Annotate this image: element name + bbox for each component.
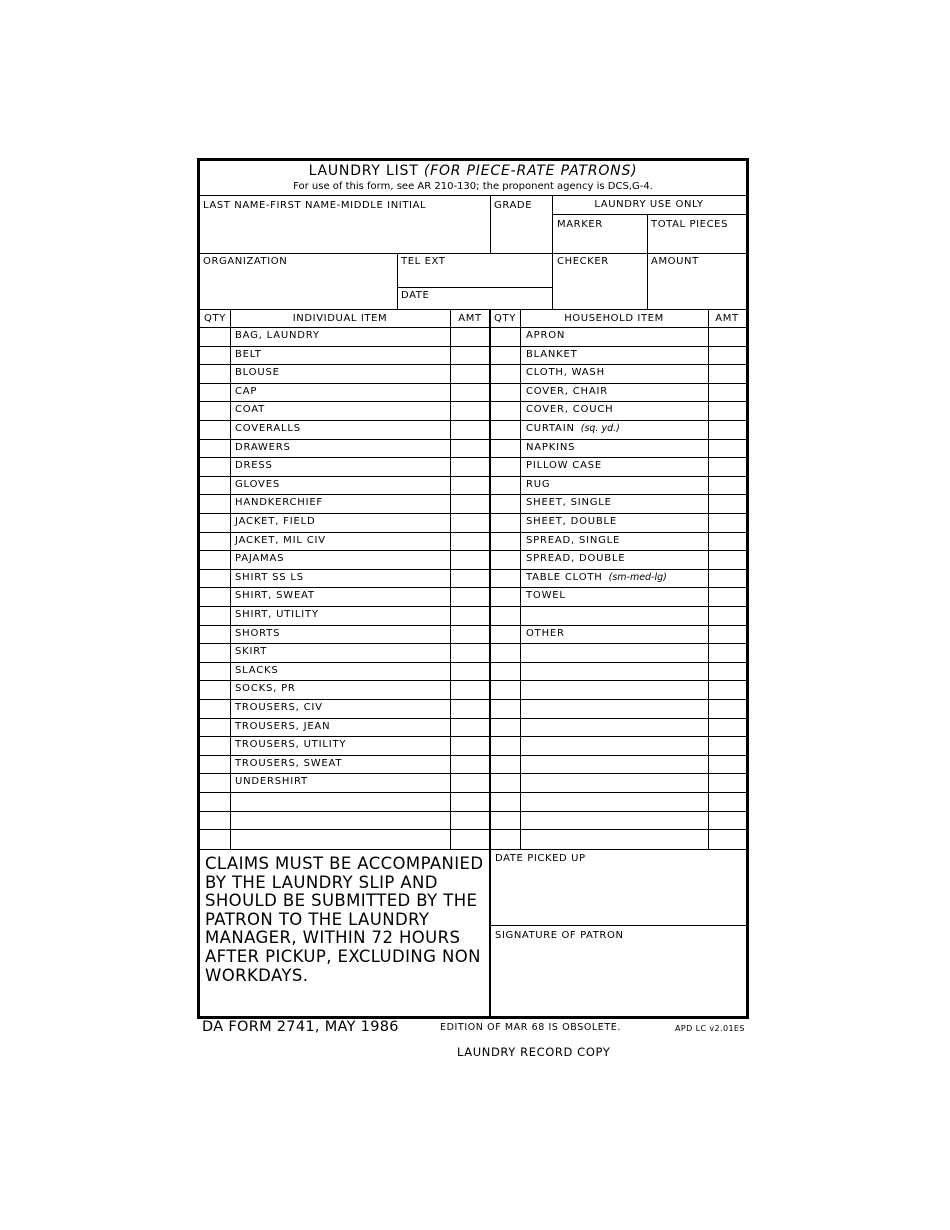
- household-amt-cell[interactable]: [709, 756, 746, 773]
- individual-item-label: SOCKS, PR: [235, 683, 296, 695]
- household-amt-cell[interactable]: [709, 421, 746, 438]
- household-item-name: SHEET, DOUBLE: [526, 516, 618, 527]
- individual-item-label: BAG, LAUNDRY: [235, 330, 320, 341]
- household-qty-cell[interactable]: [491, 607, 520, 624]
- household-item-name: BLANKET: [526, 348, 578, 360]
- household-amt-cell[interactable]: [709, 514, 746, 531]
- household-item-name: CURTAIN: [526, 423, 575, 434]
- household-item-label: [526, 330, 565, 341]
- date-picked-up-label: DATE PICKED UP: [495, 853, 586, 864]
- individual-qty-cell[interactable]: [200, 793, 230, 810]
- household-qty-cell[interactable]: [491, 719, 520, 736]
- table-row: [200, 680, 746, 699]
- household-qty-cell[interactable]: [491, 347, 520, 364]
- household-qty-cell[interactable]: [491, 830, 520, 847]
- household-qty-cell[interactable]: [491, 402, 520, 419]
- household-amt-cell[interactable]: [709, 663, 746, 680]
- individual-amt-cell[interactable]: [451, 663, 489, 680]
- title-italic: (FOR PIECE-RATE PATRONS): [423, 163, 638, 179]
- organization-field-label: ORGANIZATION: [203, 256, 288, 267]
- total-pieces-label: TOTAL PIECES: [651, 219, 729, 230]
- household-item-label: [526, 590, 566, 601]
- household-qty-cell[interactable]: [491, 663, 520, 680]
- individual-amt-cell[interactable]: [451, 402, 489, 419]
- individual-amt-cell[interactable]: [451, 440, 489, 457]
- date-field-label: DATE: [401, 290, 430, 301]
- individual-qty-cell[interactable]: [200, 812, 230, 829]
- individual-qty-cell[interactable]: [200, 328, 230, 345]
- household-item-name: APRON: [526, 330, 566, 341]
- household-qty-cell[interactable]: [491, 551, 520, 568]
- title-main: LAUNDRY LIST: [308, 163, 419, 179]
- individual-qty-cell[interactable]: [200, 681, 230, 698]
- household-amt-cell[interactable]: [709, 384, 746, 401]
- individual-item-label: SHIRT SS LS: [235, 571, 304, 583]
- household-qty-cell[interactable]: [491, 756, 520, 773]
- amt-header-household: AMT: [715, 313, 739, 324]
- table-row: [200, 736, 746, 755]
- household-qty-cell[interactable]: [491, 421, 520, 438]
- table-row: [200, 699, 746, 718]
- household-item-label: [526, 479, 550, 490]
- individual-qty-cell[interactable]: [200, 421, 230, 438]
- individual-amt-cell[interactable]: [451, 477, 489, 494]
- household-amt-cell[interactable]: [709, 793, 746, 810]
- individual-amt-cell[interactable]: [451, 644, 489, 661]
- household-item-note: (sm-med-lg): [608, 571, 667, 583]
- household-item-label: [526, 423, 620, 434]
- table-row: [200, 346, 746, 365]
- household-amt-cell[interactable]: [709, 700, 746, 717]
- household-amt-cell[interactable]: [709, 681, 746, 698]
- table-row: [200, 755, 746, 774]
- household-item-name: RUG: [526, 478, 551, 490]
- date-picked-up-field[interactable]: [492, 850, 746, 925]
- household-item-name: SHEET, SINGLE: [526, 497, 612, 509]
- individual-item-label: COVERALLS: [235, 423, 301, 434]
- form-title: [200, 163, 746, 179]
- household-amt-cell[interactable]: [709, 347, 746, 364]
- individual-amt-cell[interactable]: [451, 551, 489, 568]
- table-row: [200, 476, 746, 495]
- name-field-label: LAST NAME-FIRST NAME-MIDDLE INITIAL: [203, 200, 427, 211]
- table-row: [200, 792, 746, 811]
- laundry-use-only-label: LAUNDRY USE ONLY: [594, 199, 704, 210]
- signature-field[interactable]: [492, 926, 746, 1016]
- grade-field[interactable]: [491, 196, 551, 252]
- individual-qty-cell[interactable]: [200, 607, 230, 624]
- household-amt-cell[interactable]: [709, 570, 746, 587]
- individual-qty-cell[interactable]: [200, 440, 230, 457]
- table-row: [200, 829, 746, 848]
- household-amt-cell[interactable]: [709, 440, 746, 457]
- household-item-label: [526, 404, 613, 415]
- individual-item-label: JACKET, FIELD: [235, 516, 316, 527]
- household-qty-cell[interactable]: [491, 328, 520, 345]
- table-row: [200, 494, 746, 513]
- table-row: [200, 718, 746, 737]
- organization-field[interactable]: [200, 254, 396, 308]
- individual-qty-cell[interactable]: [200, 384, 230, 401]
- individual-qty-cell[interactable]: [200, 700, 230, 717]
- household-item-name: OTHER: [526, 627, 565, 639]
- laundry-list-form: [197, 158, 749, 1019]
- tel-ext-field[interactable]: [398, 254, 551, 286]
- household-item-label: [526, 349, 578, 360]
- individual-qty-cell[interactable]: [200, 533, 230, 550]
- household-amt-cell[interactable]: [709, 607, 746, 624]
- individual-item-label: SLACKS: [235, 664, 279, 676]
- household-amt-cell[interactable]: [709, 495, 746, 512]
- table-row: [200, 513, 746, 532]
- household-amt-cell[interactable]: [709, 458, 746, 475]
- table-row: [200, 550, 746, 569]
- marker-label: MARKER: [557, 219, 603, 230]
- individual-item-header: INDIVIDUAL ITEM: [292, 313, 388, 324]
- individual-amt-cell[interactable]: [451, 458, 489, 475]
- individual-amt-cell[interactable]: [451, 365, 489, 382]
- household-item-label: [526, 442, 575, 453]
- household-item-label: [526, 535, 620, 546]
- individual-amt-cell[interactable]: [451, 588, 489, 605]
- individual-amt-cell[interactable]: [451, 347, 489, 364]
- individual-item-label: PAJAMAS: [235, 553, 285, 565]
- individual-item-label: TROUSERS, UTILITY: [235, 739, 347, 751]
- household-item-name: COVER, CHAIR: [526, 385, 608, 397]
- individual-amt-cell[interactable]: [451, 793, 489, 810]
- individual-amt-cell[interactable]: [451, 607, 489, 624]
- edition-note: EDITION OF MAR 68 IS OBSOLETE.: [440, 1022, 622, 1033]
- household-amt-cell[interactable]: [709, 328, 746, 345]
- table-row: [200, 587, 746, 606]
- household-item-label: [526, 497, 612, 508]
- individual-item-label: DRESS: [235, 460, 273, 472]
- household-item-name: SPREAD, DOUBLE: [526, 553, 626, 565]
- household-amt-cell[interactable]: [709, 830, 746, 847]
- date-field[interactable]: [398, 288, 551, 308]
- individual-item-label: GLOVES: [235, 478, 280, 490]
- individual-amt-cell[interactable]: [451, 737, 489, 754]
- individual-qty-cell[interactable]: [200, 347, 230, 364]
- individual-item-label: BLOUSE: [235, 367, 280, 379]
- household-qty-cell[interactable]: [491, 440, 520, 457]
- individual-item-label: TROUSERS, CIV: [235, 702, 323, 713]
- household-item-label: [526, 516, 617, 527]
- individual-amt-cell[interactable]: [451, 570, 489, 587]
- individual-amt-cell[interactable]: [451, 626, 489, 643]
- individual-qty-cell[interactable]: [200, 495, 230, 512]
- individual-qty-cell[interactable]: [200, 551, 230, 568]
- grade-field-label: GRADE: [494, 200, 533, 211]
- table-row: [200, 811, 746, 830]
- qty-header-individual: QTY: [204, 313, 226, 324]
- household-qty-cell[interactable]: [491, 570, 520, 587]
- household-amt-cell[interactable]: [709, 402, 746, 419]
- individual-item-label: CAP: [235, 385, 258, 397]
- household-item-label: [526, 553, 625, 564]
- household-qty-cell[interactable]: [491, 533, 520, 550]
- table-row: [200, 532, 746, 551]
- checker-label: CHECKER: [557, 256, 609, 267]
- individual-amt-cell[interactable]: [451, 756, 489, 773]
- individual-qty-cell[interactable]: [200, 774, 230, 791]
- claims-notice: CLAIMS MUST BE ACCOMPANIED BY THE LAUNDRY SLIP AND SHOULD BE SUBMITTED BY THE PATRON TO THE LAUNDRY MANAGER, WITHIN 72 HOURS AFTER PICKUP, EXCLUDING NON WORKDAYS.: [205, 854, 484, 985]
- table-row: [200, 439, 746, 458]
- household-amt-cell[interactable]: [709, 626, 746, 643]
- form-identifier: DA FORM 2741, MAY 1986: [202, 1019, 399, 1035]
- table-row: [200, 420, 746, 439]
- individual-qty-cell[interactable]: [200, 477, 230, 494]
- household-item-label: [526, 367, 605, 378]
- household-item-name: PILLOW CASE: [526, 460, 602, 472]
- household-qty-cell[interactable]: [491, 384, 520, 401]
- individual-qty-cell[interactable]: [200, 719, 230, 736]
- individual-item-label: SHIRT, UTILITY: [235, 609, 319, 620]
- individual-amt-cell[interactable]: [451, 384, 489, 401]
- qty-header-household: QTY: [494, 313, 516, 324]
- household-item-name: TABLE CLOTH: [526, 571, 603, 583]
- individual-amt-cell[interactable]: [451, 421, 489, 438]
- household-item-label: [526, 460, 602, 471]
- individual-item-label: SKIRT: [235, 646, 268, 658]
- individual-qty-cell[interactable]: [200, 737, 230, 754]
- household-qty-cell[interactable]: [491, 812, 520, 829]
- household-amt-cell[interactable]: [709, 774, 746, 791]
- signature-label: SIGNATURE OF PATRON: [495, 930, 624, 941]
- individual-qty-cell[interactable]: [200, 756, 230, 773]
- table-row: [200, 606, 746, 625]
- individual-qty-cell[interactable]: [200, 626, 230, 643]
- amt-header-individual: AMT: [458, 313, 482, 324]
- household-amt-cell[interactable]: [709, 477, 746, 494]
- household-item-label: [526, 628, 565, 639]
- table-row: [200, 773, 746, 792]
- form-subtitle: For use of this form, see AR 210-130; the proponent agency is DCS,G-4.: [293, 181, 653, 192]
- table-row: [200, 569, 746, 588]
- household-qty-cell[interactable]: [491, 644, 520, 661]
- individual-amt-cell[interactable]: [451, 514, 489, 531]
- individual-amt-cell[interactable]: [451, 328, 489, 345]
- individual-amt-cell[interactable]: [451, 700, 489, 717]
- table-row: [200, 383, 746, 402]
- individual-amt-cell[interactable]: [451, 495, 489, 512]
- individual-amt-cell[interactable]: [451, 812, 489, 829]
- household-qty-cell[interactable]: [491, 458, 520, 475]
- individual-item-label: TROUSERS, SWEAT: [235, 757, 343, 769]
- copy-label: LAUNDRY RECORD COPY: [457, 1045, 611, 1059]
- household-amt-cell[interactable]: [709, 365, 746, 382]
- individual-qty-cell[interactable]: [200, 588, 230, 605]
- household-item-name: NAPKINS: [526, 441, 576, 453]
- household-item-label: [526, 572, 667, 583]
- individual-qty-cell[interactable]: [200, 365, 230, 382]
- individual-item-label: SHORTS: [235, 627, 281, 639]
- table-row: [200, 364, 746, 383]
- individual-qty-cell[interactable]: [200, 402, 230, 419]
- individual-item-label: UNDERSHIRT: [235, 776, 308, 788]
- individual-amt-cell[interactable]: [451, 774, 489, 791]
- household-qty-cell[interactable]: [491, 700, 520, 717]
- household-qty-cell[interactable]: [491, 495, 520, 512]
- table-row: [200, 625, 746, 644]
- household-qty-cell[interactable]: [491, 793, 520, 810]
- household-amt-cell[interactable]: [709, 719, 746, 736]
- individual-qty-cell[interactable]: [200, 663, 230, 680]
- table-row: [200, 401, 746, 420]
- household-qty-cell[interactable]: [491, 588, 520, 605]
- individual-item-label: COAT: [235, 404, 266, 416]
- amount-label: AMOUNT: [651, 256, 699, 267]
- household-item-name: SPREAD, SINGLE: [526, 534, 621, 546]
- household-qty-cell[interactable]: [491, 774, 520, 791]
- household-qty-cell[interactable]: [491, 477, 520, 494]
- individual-item-label: DRAWERS: [235, 441, 291, 453]
- household-amt-cell[interactable]: [709, 644, 746, 661]
- household-item-name: TOWEL: [526, 590, 566, 602]
- household-item-header: HOUSEHOLD ITEM: [564, 313, 664, 324]
- individual-item-label: JACKET, MIL CIV: [235, 534, 326, 546]
- household-qty-cell[interactable]: [491, 681, 520, 698]
- household-qty-cell[interactable]: [491, 365, 520, 382]
- household-item-note: (sq. yd.): [580, 423, 620, 434]
- individual-amt-cell[interactable]: [451, 681, 489, 698]
- household-qty-cell[interactable]: [491, 737, 520, 754]
- household-amt-cell[interactable]: [709, 588, 746, 605]
- household-qty-cell[interactable]: [491, 514, 520, 531]
- household-item-label: [526, 386, 608, 397]
- individual-item-label: SHIRT, SWEAT: [235, 590, 315, 602]
- individual-item-label: TROUSERS, JEAN: [235, 720, 331, 732]
- individual-amt-cell[interactable]: [451, 533, 489, 550]
- name-field[interactable]: [200, 196, 489, 252]
- tel-ext-field-label: TEL EXT: [401, 256, 446, 267]
- version-label: APD LC v2.01ES: [675, 1024, 745, 1033]
- individual-qty-cell[interactable]: [200, 830, 230, 847]
- individual-qty-cell[interactable]: [200, 458, 230, 475]
- household-item-name: COVER, COUCH: [526, 404, 614, 416]
- individual-qty-cell[interactable]: [200, 644, 230, 661]
- household-amt-cell[interactable]: [709, 551, 746, 568]
- household-item-name: CLOTH, WASH: [526, 367, 605, 379]
- table-row: [200, 327, 746, 346]
- household-amt-cell[interactable]: [709, 812, 746, 829]
- individual-amt-cell[interactable]: [451, 830, 489, 847]
- household-amt-cell[interactable]: [709, 737, 746, 754]
- individual-qty-cell[interactable]: [200, 570, 230, 587]
- table-row: [200, 662, 746, 681]
- household-qty-cell[interactable]: [491, 626, 520, 643]
- table-row: [200, 457, 746, 476]
- individual-item-label: BELT: [235, 348, 262, 360]
- table-row: [200, 643, 746, 662]
- individual-amt-cell[interactable]: [451, 719, 489, 736]
- household-amt-cell[interactable]: [709, 533, 746, 550]
- individual-item-label: HANDKERCHIEF: [235, 497, 323, 509]
- individual-qty-cell[interactable]: [200, 514, 230, 531]
